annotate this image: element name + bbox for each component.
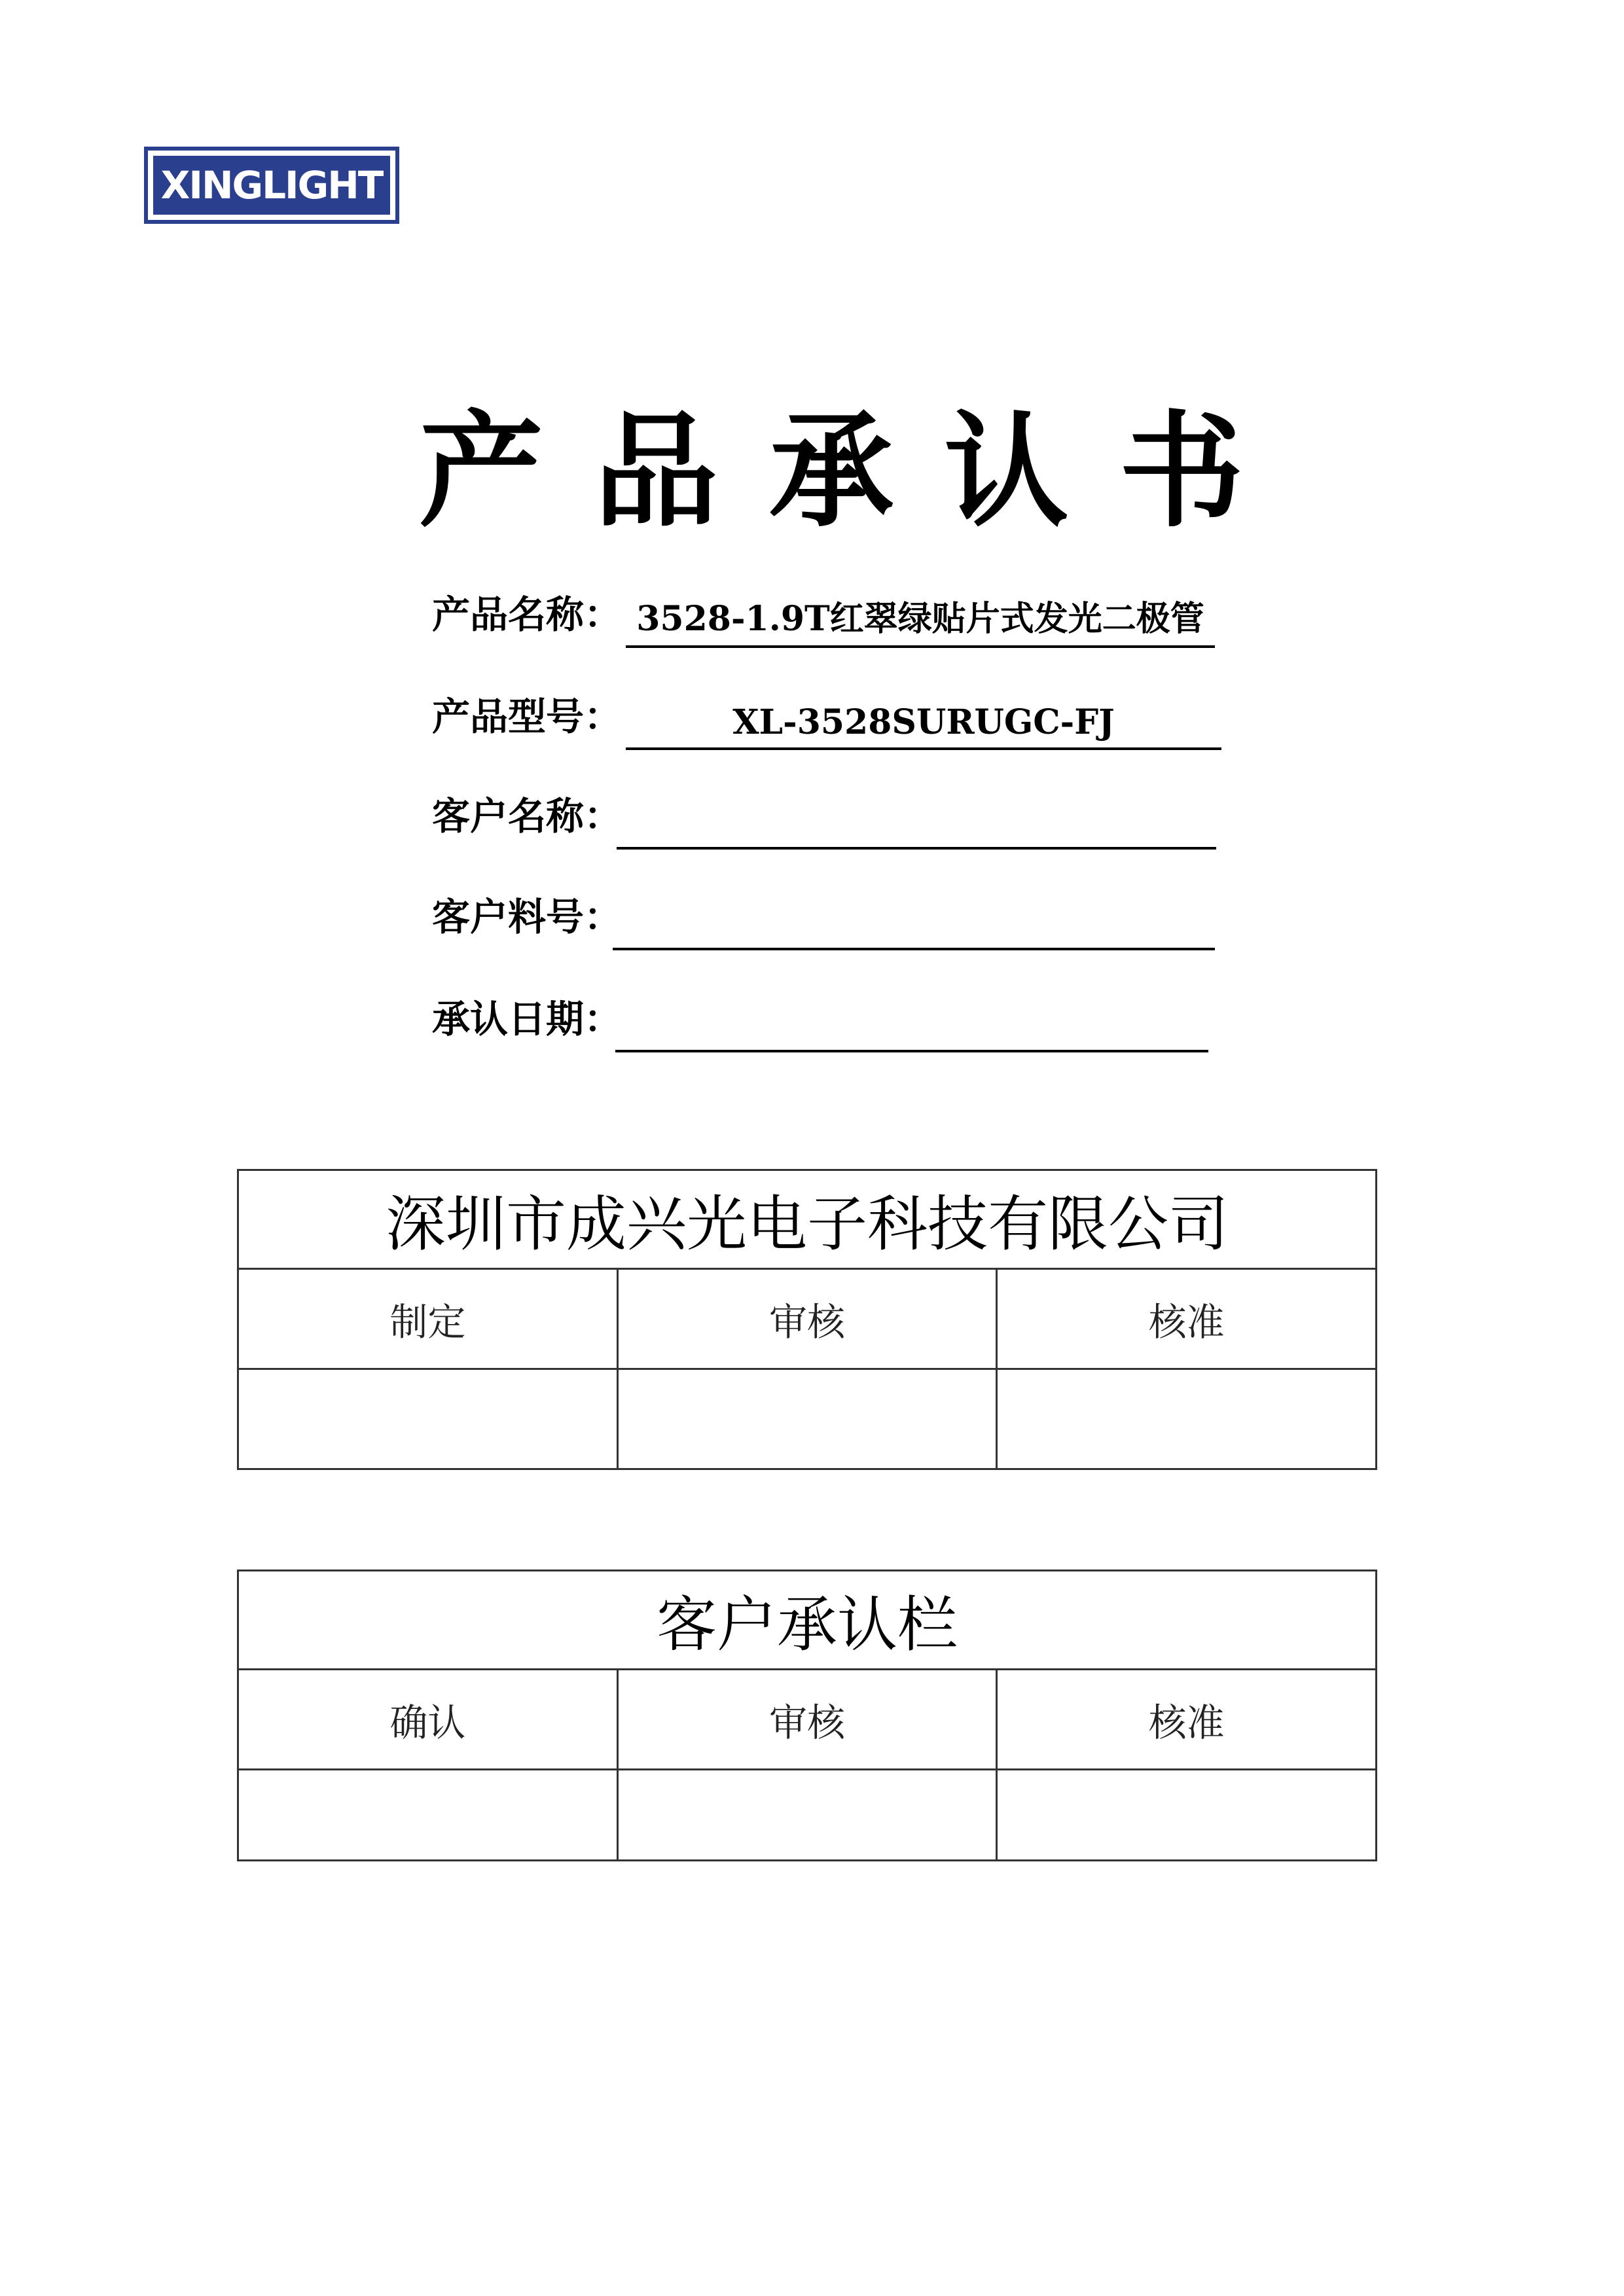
column-header-reviewed: 审核 xyxy=(617,1670,997,1770)
title-char: 认 xyxy=(944,398,1069,544)
signature-cell xyxy=(238,1770,618,1861)
title-char: 承 xyxy=(768,398,893,544)
field-underline xyxy=(626,747,1221,750)
customer-approval-table xyxy=(237,1570,1377,1861)
field-label: 产品型号： xyxy=(432,694,623,739)
field-underline xyxy=(617,847,1216,850)
signature-cell xyxy=(997,1369,1377,1469)
field-product-name xyxy=(432,589,1218,648)
field-underline xyxy=(626,645,1215,648)
signature-cell xyxy=(997,1770,1377,1861)
signature-cell xyxy=(617,1770,997,1861)
column-header-confirmed: 确认 xyxy=(238,1670,618,1770)
signature-cell xyxy=(617,1369,997,1469)
field-underline xyxy=(615,1050,1208,1052)
column-header-approved: 核准 xyxy=(997,1269,1377,1369)
company-logo xyxy=(144,147,399,224)
field-product-model xyxy=(432,691,1218,750)
field-value: 3528-1.9T红翠绿贴片式发光二极管 xyxy=(636,599,1204,639)
company-approval-table xyxy=(237,1169,1377,1470)
field-customer-name xyxy=(432,791,1218,850)
field-value: XL-3528SURUGC-FJ xyxy=(732,702,1115,742)
field-label: 承认日期： xyxy=(432,997,623,1041)
field-approval-date xyxy=(432,994,1218,1052)
field-label: 客户名称： xyxy=(432,794,623,838)
company-table-title: 深圳市成兴光电子科技有限公司 xyxy=(238,1170,1377,1269)
signature-cell xyxy=(238,1369,618,1469)
customer-table-title: 客户承认栏 xyxy=(238,1571,1377,1670)
field-label: 客户料号： xyxy=(432,895,623,939)
column-header-approved: 核准 xyxy=(997,1670,1377,1770)
logo-text: XINGLIGHT xyxy=(153,156,390,215)
title-char: 书 xyxy=(1119,398,1244,544)
field-customer-part-no xyxy=(432,891,1218,950)
title-char: 产 xyxy=(419,398,544,544)
column-header-prepared: 制定 xyxy=(238,1269,618,1369)
field-underline xyxy=(613,948,1215,950)
field-label: 产品名称： xyxy=(432,592,623,637)
title-char: 品 xyxy=(594,398,719,544)
document-title xyxy=(419,398,1244,544)
column-header-reviewed: 审核 xyxy=(617,1269,997,1369)
